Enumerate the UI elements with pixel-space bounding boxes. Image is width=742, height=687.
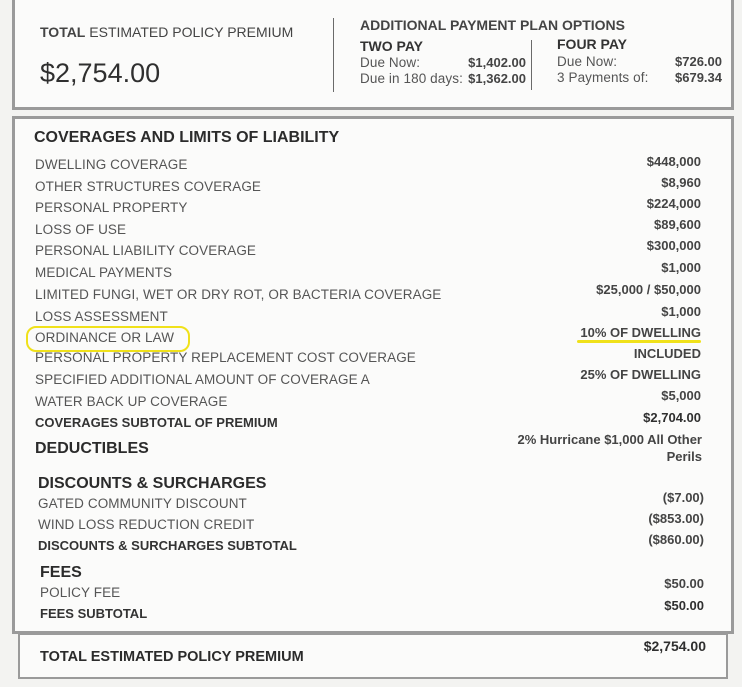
deductibles-heading: DEDUCTIBLES bbox=[35, 440, 149, 457]
coverage-label: LOSS ASSESSMENT bbox=[35, 309, 168, 324]
two-pay-due-180-label: Due in 180 days: bbox=[360, 71, 463, 86]
four-pay-due-now-label: Due Now: bbox=[557, 54, 618, 69]
coverage-label: LIMITED FUNGI, WET OR DRY ROT, OR BACTERIA COVERAGE bbox=[35, 287, 442, 302]
total-premium-amount: $2,754.00 bbox=[40, 58, 161, 88]
coverage-value: $224,000 bbox=[646, 196, 701, 211]
coverage-value: $448,000 bbox=[646, 154, 701, 169]
total-premium-label bbox=[40, 24, 293, 40]
footer-total-label: TOTAL ESTIMATED POLICY PREMIUM bbox=[40, 649, 304, 665]
coverage-value: $1,000 bbox=[661, 304, 701, 319]
fees-subtotal-value: $50.00 bbox=[664, 598, 704, 613]
four-pay-payments-label: 3 Payments of: bbox=[557, 70, 649, 85]
coverage-label-ordinance: ORDINANCE OR LAW bbox=[35, 330, 175, 345]
total-premium-label-bold: TOTAL bbox=[40, 24, 86, 40]
discount-label: WIND LOSS REDUCTION CREDIT bbox=[38, 517, 255, 532]
fee-label: POLICY FEE bbox=[40, 585, 121, 600]
coverages-heading: COVERAGES AND LIMITS OF LIABILITY bbox=[34, 129, 340, 146]
payment-plans-title: ADDITIONAL PAYMENT PLAN OPTIONS bbox=[360, 17, 625, 33]
coverage-value: $300,000 bbox=[646, 238, 701, 253]
deductibles-value-line2: Perils bbox=[666, 449, 702, 464]
two-pay-due-now-value: $1,402.00 bbox=[468, 55, 526, 70]
coverage-label: PERSONAL PROPERTY REPLACEMENT COST COVERAGE bbox=[35, 350, 416, 365]
coverage-label: PERSONAL LIABILITY COVERAGE bbox=[35, 243, 257, 258]
coverage-label: LOSS OF USE bbox=[35, 222, 127, 237]
four-pay-due-now-value: $726.00 bbox=[675, 54, 722, 69]
fees-heading: FEES bbox=[40, 564, 82, 581]
coverage-label: OTHER STRUCTURES COVERAGE bbox=[35, 179, 262, 194]
fees-subtotal-label: FEES SUBTOTAL bbox=[40, 606, 148, 621]
coverage-value: $25,000 / $50,000 bbox=[596, 282, 701, 297]
two-pay-due-180-value: $1,362.00 bbox=[468, 71, 526, 86]
coverage-label: PERSONAL PROPERTY bbox=[35, 200, 188, 215]
highlight-underline bbox=[577, 340, 701, 343]
coverages-subtotal-value: $2,704.00 bbox=[643, 410, 701, 425]
two-pay-due-now-label: Due Now: bbox=[360, 55, 421, 70]
coverages-subtotal-label: COVERAGES SUBTOTAL OF PREMIUM bbox=[35, 415, 278, 430]
discounts-subtotal-label: DISCOUNTS & SURCHARGES SUBTOTAL bbox=[38, 538, 297, 553]
discount-value: ($853.00) bbox=[648, 511, 704, 526]
discount-label: GATED COMMUNITY DISCOUNT bbox=[38, 496, 247, 511]
coverage-value: INCLUDED bbox=[633, 346, 701, 361]
coverage-label: MEDICAL PAYMENTS bbox=[35, 265, 173, 280]
deductibles-value-line1: 2% Hurricane $1,000 All Other bbox=[517, 432, 702, 447]
coverage-value: $5,000 bbox=[661, 388, 701, 403]
fee-value: $50.00 bbox=[664, 576, 704, 591]
four-pay-title: FOUR PAY bbox=[557, 36, 628, 52]
coverage-value: $89,600 bbox=[654, 217, 701, 232]
discount-value: ($7.00) bbox=[662, 490, 704, 505]
discounts-subtotal-value: ($860.00) bbox=[648, 532, 704, 547]
total-premium-label-rest: ESTIMATED POLICY PREMIUM bbox=[85, 24, 294, 40]
two-pay-title: TWO PAY bbox=[360, 38, 424, 54]
header-divider bbox=[333, 18, 334, 92]
coverage-value: 25% OF DWELLING bbox=[580, 367, 701, 382]
coverage-value: $8,960 bbox=[661, 175, 701, 190]
coverage-label: DWELLING COVERAGE bbox=[35, 157, 188, 172]
four-pay-payments-value: $679.34 bbox=[675, 70, 722, 85]
coverage-value-ordinance: 10% OF DWELLING bbox=[580, 325, 701, 340]
coverage-label: WATER BACK UP COVERAGE bbox=[35, 394, 228, 409]
plan-divider bbox=[531, 40, 532, 90]
coverage-value: $1,000 bbox=[661, 260, 701, 275]
discounts-heading: DISCOUNTS & SURCHARGES bbox=[38, 475, 267, 492]
coverage-label: SPECIFIED ADDITIONAL AMOUNT OF COVERAGE A bbox=[35, 372, 370, 387]
footer-total-value: $2,754.00 bbox=[643, 638, 706, 654]
